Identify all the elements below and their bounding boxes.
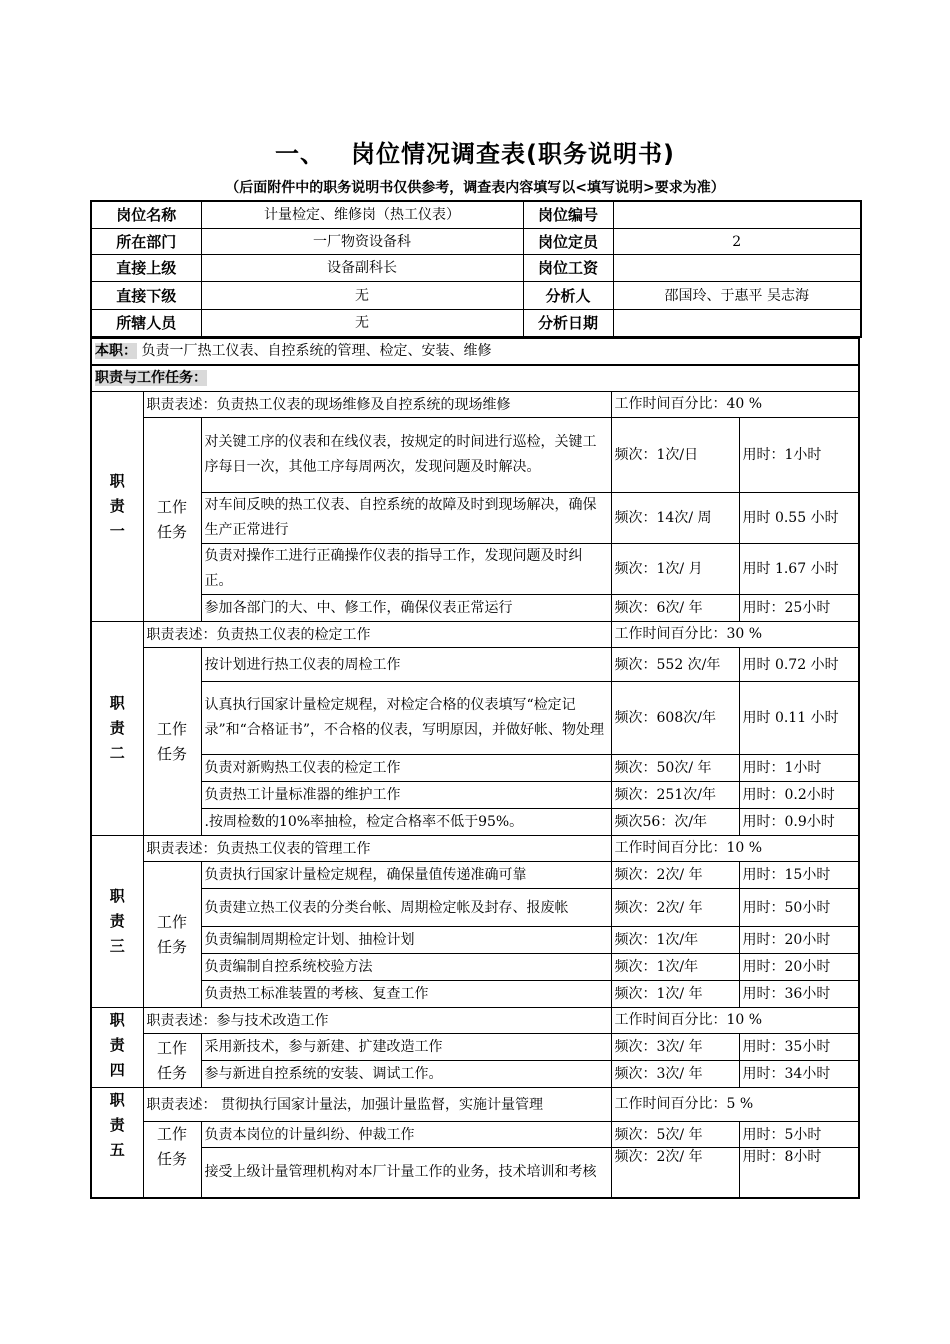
task-description: 采用新技术，参与新建、扩建改造工作 bbox=[201, 1034, 611, 1061]
section-time-percent: 工作时间百分比：40 % bbox=[611, 392, 859, 418]
task-time: 用时：20小时 bbox=[739, 927, 859, 954]
task-frequency: 频次：2次/ 年 bbox=[611, 889, 739, 927]
task-time: 用时：50小时 bbox=[739, 889, 859, 927]
task-description: 负责热工标准装置的考核、复查工作 bbox=[201, 981, 611, 1008]
section-desc-row bbox=[91, 836, 859, 862]
info-label: 岗位工资 bbox=[523, 255, 613, 282]
info-value bbox=[613, 310, 861, 338]
section-label-text: 职责四 bbox=[109, 1011, 125, 1079]
info-label: 直接下级 bbox=[91, 282, 201, 310]
section-description: 职责表述：参与技术改造工作 bbox=[143, 1008, 611, 1034]
task-frequency: 频次：50次/ 年 bbox=[611, 755, 739, 782]
info-row bbox=[91, 229, 861, 255]
task-time: 用时：15小时 bbox=[739, 862, 859, 889]
work-task-label-text: 工作任务 bbox=[156, 1038, 187, 1082]
info-label: 岗位名称 bbox=[91, 201, 201, 229]
task-description: 负责热工计量标准器的维护工作 bbox=[201, 782, 611, 809]
section-label-text: 职责三 bbox=[109, 887, 125, 955]
info-value: 计量检定、维修岗（热工仪表） bbox=[201, 201, 523, 229]
task-row bbox=[91, 889, 859, 927]
duties-table bbox=[90, 337, 860, 1199]
tasks-header-row bbox=[91, 365, 859, 392]
task-frequency: 频次：2次/ 年 bbox=[611, 1148, 739, 1199]
info-row bbox=[91, 282, 861, 310]
task-frequency: 频次：1次/年 bbox=[611, 927, 739, 954]
work-task-label bbox=[143, 418, 201, 622]
task-time: 用时 0.11 小时 bbox=[739, 682, 859, 755]
info-label: 分析日期 bbox=[523, 310, 613, 338]
task-row bbox=[91, 648, 859, 682]
section-label bbox=[91, 622, 143, 836]
task-row bbox=[91, 809, 859, 836]
duty-text: 负责一厂热工仪表、自控系统的管理、检定、安装、维修 bbox=[141, 343, 492, 359]
task-description: 负责对新购热工仪表的检定工作 bbox=[201, 755, 611, 782]
task-row bbox=[91, 1034, 859, 1061]
info-label: 所辖人员 bbox=[91, 310, 201, 338]
duty-label: 本职： bbox=[95, 343, 137, 359]
work-task-label-text: 工作任务 bbox=[156, 719, 187, 763]
section-time-percent: 工作时间百分比：10 % bbox=[611, 836, 859, 862]
task-time: 用时：8小时 bbox=[739, 1148, 859, 1199]
task-row bbox=[91, 782, 859, 809]
task-description: 接受上级计量管理机构对本厂计量工作的业务，技术培训和考核 bbox=[201, 1148, 611, 1199]
page-title bbox=[0, 134, 950, 169]
task-time: 用时：1小时 bbox=[739, 755, 859, 782]
task-row bbox=[91, 862, 859, 889]
task-row bbox=[91, 1122, 859, 1148]
info-row bbox=[91, 201, 861, 229]
task-time: 用时 0.72 小时 bbox=[739, 648, 859, 682]
info-label: 直接上级 bbox=[91, 255, 201, 282]
task-description: 参与新进自控系统的安装、调试工作。 bbox=[201, 1061, 611, 1088]
work-task-label bbox=[143, 862, 201, 1008]
task-description: 负责建立热工仪表的分类台帐、周期检定帐及封存、报废帐 bbox=[201, 889, 611, 927]
task-time: 用时：0.2小时 bbox=[739, 782, 859, 809]
page-subtitle: （后面附件中的职务说明书仅供参考，调查表内容填写以<填写说明>要求为准） bbox=[225, 180, 725, 196]
task-row bbox=[91, 927, 859, 954]
section-description: 职责表述：负责热工仪表的管理工作 bbox=[143, 836, 611, 862]
section-desc-row bbox=[91, 622, 859, 648]
info-value: 无 bbox=[201, 282, 523, 310]
task-frequency: 频次：552 次/年 bbox=[611, 648, 739, 682]
task-row bbox=[91, 954, 859, 981]
work-task-label-text: 工作任务 bbox=[156, 912, 187, 956]
task-row bbox=[91, 1148, 859, 1199]
task-frequency: 频次：1次/年 bbox=[611, 954, 739, 981]
section-description: 职责表述： 贯彻执行国家计量法，加强计量监督，实施计量管理 bbox=[143, 1088, 611, 1122]
info-label: 岗位定员 bbox=[523, 229, 613, 255]
task-description: 负责本岗位的计量纠纷、仲裁工作 bbox=[201, 1122, 611, 1148]
task-row bbox=[91, 682, 859, 755]
task-time: 用时：25小时 bbox=[739, 595, 859, 622]
task-time: 用时：34小时 bbox=[739, 1061, 859, 1088]
task-frequency: 频次：6次/ 年 bbox=[611, 595, 739, 622]
task-description: 按计划进行热工仪表的周检工作 bbox=[201, 648, 611, 682]
section-time-percent: 工作时间百分比：10 % bbox=[611, 1008, 859, 1034]
info-value bbox=[613, 255, 861, 282]
work-task-label bbox=[143, 1034, 201, 1088]
info-row bbox=[91, 310, 861, 338]
task-frequency: 频次：3次/ 年 bbox=[611, 1061, 739, 1088]
section-time-percent: 工作时间百分比：5 % bbox=[611, 1088, 859, 1122]
info-label: 所在部门 bbox=[91, 229, 201, 255]
section-label-text: 职责二 bbox=[109, 694, 125, 762]
section-label-text: 职责一 bbox=[109, 472, 125, 540]
section-time-percent: 工作时间百分比：30 % bbox=[611, 622, 859, 648]
work-task-label-text: 工作任务 bbox=[156, 497, 187, 541]
task-description: 负责编制自控系统校验方法 bbox=[201, 954, 611, 981]
section-label bbox=[91, 836, 143, 1008]
info-value: 一厂物资设备科 bbox=[201, 229, 523, 255]
task-row bbox=[91, 1061, 859, 1088]
task-description: .按周检数的10%率抽检，检定合格率不低于95%。 bbox=[201, 809, 611, 836]
section-label bbox=[91, 1088, 143, 1199]
task-frequency: 频次：1次/ 月 bbox=[611, 544, 739, 595]
work-task-label bbox=[143, 1122, 201, 1199]
task-time: 用时：5小时 bbox=[739, 1122, 859, 1148]
tasks-label: 职责与工作任务： bbox=[95, 370, 207, 386]
work-task-label-text: 工作任务 bbox=[156, 1125, 187, 1168]
info-label: 岗位编号 bbox=[523, 201, 613, 229]
info-value: 2 bbox=[613, 229, 861, 255]
task-frequency: 频次：3次/ 年 bbox=[611, 1034, 739, 1061]
task-time: 用时 0.55 小时 bbox=[739, 493, 859, 544]
task-description: 负责对操作工进行正确操作仪表的指导工作，发现问题及时纠正。 bbox=[201, 544, 611, 595]
position-info-table bbox=[90, 200, 862, 338]
task-description: 参加各部门的大、中、修工作，确保仪表正常运行 bbox=[201, 595, 611, 622]
section-label bbox=[91, 1008, 143, 1088]
info-row bbox=[91, 255, 861, 282]
section-desc-row bbox=[91, 1088, 859, 1122]
task-description: 认真执行国家计量检定规程，对检定合格的仪表填写“检定记录”和“合格证书”，不合格的仪表，写明原因，并做好帐、物处理 bbox=[201, 682, 611, 755]
work-task-label bbox=[143, 648, 201, 836]
task-description: 负责执行国家计量检定规程，确保量值传递准确可靠 bbox=[201, 862, 611, 889]
section-desc-row bbox=[91, 392, 859, 418]
task-time: 用时：0.9小时 bbox=[739, 809, 859, 836]
info-label: 分析人 bbox=[523, 282, 613, 310]
task-frequency: 频次：251次/年 bbox=[611, 782, 739, 809]
section-description: 职责表述：负责热工仪表的检定工作 bbox=[143, 622, 611, 648]
task-frequency: 频次：2次/ 年 bbox=[611, 862, 739, 889]
section-description: 职责表述：负责热工仪表的现场维修及自控系统的现场维修 bbox=[143, 392, 611, 418]
title-text: 岗位情况调查表(职务说明书) bbox=[351, 140, 675, 168]
info-value: 邵国玲、于惠平 吴志海 bbox=[613, 282, 861, 310]
task-frequency: 频次：1次/ 年 bbox=[611, 981, 739, 1008]
duty-row bbox=[91, 338, 859, 365]
task-row bbox=[91, 755, 859, 782]
task-row bbox=[91, 493, 859, 544]
task-frequency: 频次：5次/ 年 bbox=[611, 1122, 739, 1148]
task-time: 用时：36小时 bbox=[739, 981, 859, 1008]
task-frequency: 频次：608次/年 bbox=[611, 682, 739, 755]
task-row bbox=[91, 418, 859, 493]
section-desc-row bbox=[91, 1008, 859, 1034]
task-description: 负责编制周期检定计划、抽检计划 bbox=[201, 927, 611, 954]
task-row bbox=[91, 595, 859, 622]
task-time: 用时：1小时 bbox=[739, 418, 859, 493]
task-time: 用时：35小时 bbox=[739, 1034, 859, 1061]
task-frequency: 频次：14次/ 周 bbox=[611, 493, 739, 544]
task-description: 对关键工序的仪表和在线仪表，按规定的时间进行巡检，关键工序每日一次，其他工序每周两次，发现问题及时解决。 bbox=[201, 418, 611, 493]
task-row bbox=[91, 544, 859, 595]
info-value bbox=[613, 201, 861, 229]
section-label-text: 职责五 bbox=[109, 1091, 125, 1159]
section-label bbox=[91, 392, 143, 622]
task-time: 用时 1.67 小时 bbox=[739, 544, 859, 595]
task-row bbox=[91, 981, 859, 1008]
task-frequency: 频次56：次/年 bbox=[611, 809, 739, 836]
task-frequency: 频次：1次/日 bbox=[611, 418, 739, 493]
task-time: 用时：20小时 bbox=[739, 954, 859, 981]
info-value: 无 bbox=[201, 310, 523, 338]
task-description: 对车间反映的热工仪表、自控系统的故障及时到现场解决，确保生产正常进行 bbox=[201, 493, 611, 544]
title-number: 一、 bbox=[275, 140, 326, 168]
info-value: 设备副科长 bbox=[201, 255, 523, 282]
